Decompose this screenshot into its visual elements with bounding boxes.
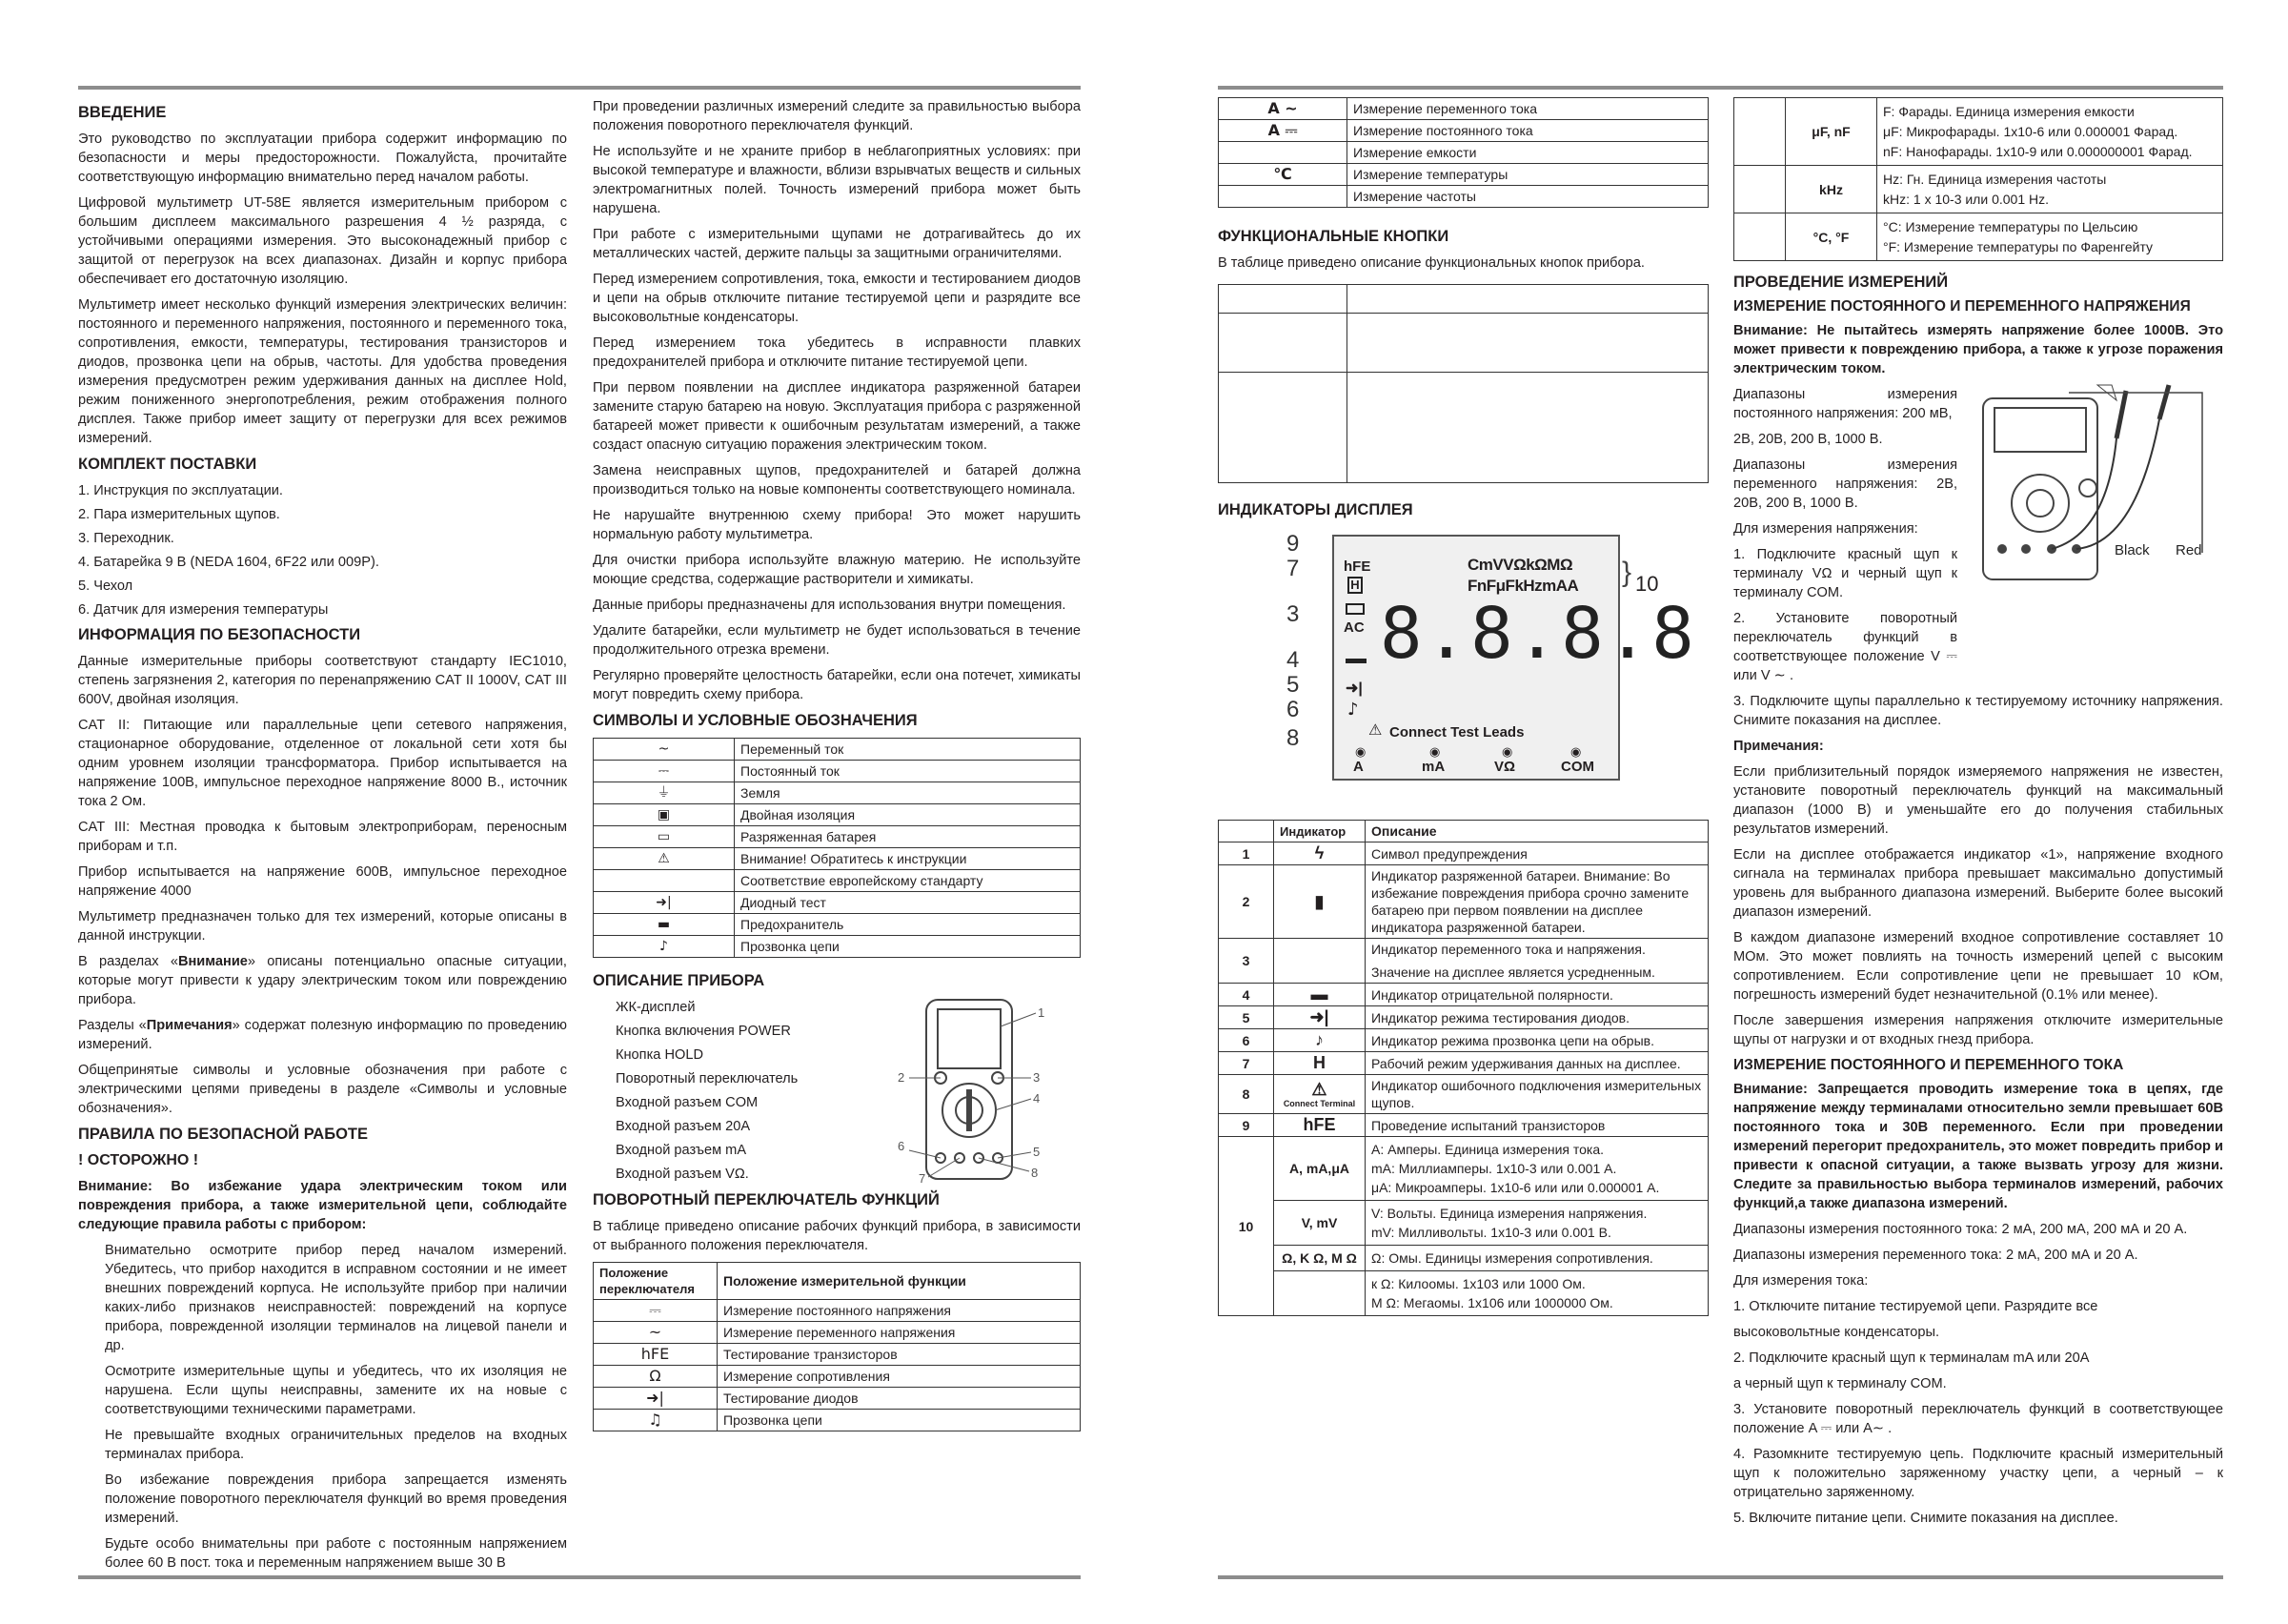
func-buttons-table	[1218, 284, 1709, 483]
indicator-desc-text: Рабочий режим удерживания данных на дисплее.	[1371, 1055, 1681, 1071]
indicator-icon	[1274, 1052, 1366, 1075]
table-row	[594, 914, 1081, 936]
lcd-jack: COM	[1561, 759, 1594, 775]
switch-symbol	[1219, 186, 1347, 208]
current-warning: Внимание: Запрещается проводить измерение тока в цепях, где напряжение между терминалами относительно земли превышает 60В постоянного тока и 30В переменного. Если при проведении измерений перегорит предохранитель, это может повредить прибор и привести к опасной ситуации, а также вызвать угрозу для жизни. Следите за правильностью выбора терминалов измерений, рабочих функций,а также диапазона измерений.	[1733, 1082, 2223, 1211]
symbol-desc: Соответствие европейскому стандарту	[735, 870, 1081, 892]
switch-symbol: A ⎓	[1219, 120, 1347, 142]
switch-desc: Измерение сопротивления	[718, 1366, 1081, 1388]
rule-item: Данные приборы предназначены для использования внутри помещения.	[593, 598, 1066, 613]
probe-red-label: Red	[2176, 542, 2202, 558]
device-part: Кнопка HOLD	[616, 1047, 704, 1063]
indicator-desc-text: Символ предупреждения	[1371, 845, 1528, 862]
symbol-desc: Прозвонка цепи	[735, 936, 1081, 958]
symbol-desc: Внимание! Обратитесь к инструкции	[735, 848, 1081, 870]
unit-desc-text: μA: Микроамперы. 1x10-6 или или 0.000001 А.	[1371, 1180, 1660, 1195]
indicator-icon	[1274, 1114, 1366, 1137]
current-text: высоковольтные конденсаторы.	[1733, 1325, 1940, 1340]
kit-item: 3. Переходник.	[78, 531, 174, 546]
unit-desc-text: А: Амперы. Единица измерения тока.	[1371, 1142, 1605, 1157]
table-row	[1219, 1271, 1709, 1316]
func-intro: В таблице приведено описание функциональных кнопок прибора.	[1218, 255, 1645, 271]
current-text: 4. Разомкните тестируемую цепь. Подключите красный измерительный щуп к положительно заряженному участку цепи, а черный – к отрицательно заряженному.	[1733, 1447, 2223, 1500]
table-row	[1219, 842, 1709, 865]
indicator-icon	[1274, 1029, 1366, 1052]
switch-desc: Тестирование транзисторов	[718, 1344, 1081, 1366]
device-callout: 3	[1033, 1070, 1041, 1085]
voltage-warning: Внимание: Не пытайтесь измерять напряжение более 1000В. Это может привести к повреждению прибора, а также к угрозе поражения электрическим током.	[1733, 323, 2223, 376]
symbol-cell: ▭	[594, 826, 735, 848]
voltage-subtitle: ИЗМЕРЕНИЕ ПОСТОЯННОГО И ПЕРЕМЕННОГО НАПРЯЖЕНИЯ	[1733, 298, 2191, 315]
unit-desc	[1366, 1137, 1709, 1201]
unit-name: kHz	[1786, 166, 1877, 213]
indicator-icon	[1274, 842, 1366, 865]
voltage-note: Если приблизительный порядок измеряемого напряжения не известен, установите поворотный переключатель функций на максимальный диапазон (1000 В) и уменьшайте его до получения стабильных результатов измерений.	[1733, 764, 2223, 837]
lcd-jack: A	[1353, 759, 1364, 775]
indicator-desc	[1366, 1075, 1709, 1114]
switch-symbol: A ~	[1219, 98, 1347, 120]
notes-label: Примечания:	[1733, 739, 1824, 754]
safety-paragraph: Мультиметр предназначен только для тех измерений, которые описаны в данной инструкции.	[78, 909, 567, 944]
intro-paragraph: Это руководство по эксплуатации прибора содержит информацию по безопасности и меры предосторожности. Пожалуйста, прочитайте соответствующую информацию внимательно перед началом работы.	[78, 132, 567, 185]
column-4	[1733, 97, 2223, 1534]
indicator-desc	[1366, 984, 1709, 1006]
indicator-number: 2	[1219, 865, 1274, 939]
lcd-beep-icon: ♪	[1347, 700, 1359, 720]
indicator-number: 9	[1219, 1114, 1274, 1137]
table-row	[1219, 1029, 1709, 1052]
lcd-hfe: hFE	[1344, 558, 1371, 575]
table-row	[1219, 1137, 1709, 1201]
voltage-note: Если на дисплее отображается индикатор «1», напряжение входного сигнала на терминалах прибора превышает максимально допустимый уровень для выбранного диапазона измерений. Выберите более высокий диапазон измерений.	[1733, 847, 2223, 920]
indicator-desc-text: Индикатор переменного тока и напряжения.	[1371, 942, 1646, 957]
table-row	[1219, 186, 1709, 208]
unit-desc	[1366, 1201, 1709, 1246]
lcd-digits: 8.8.8.8	[1380, 593, 1697, 675]
switch-desc: Измерение емкости	[1347, 142, 1709, 164]
indicator-icon	[1274, 1006, 1366, 1029]
safety-paragraph-notes: Разделы «Примечания» содержат полезную информацию по проведению измерений.	[78, 1018, 567, 1052]
switch-symbol: ➜|	[594, 1388, 718, 1410]
voltage-text: 1. Подключите красный щуп к терминалу VΩ и черный щуп к терминалу COM.	[1733, 547, 1957, 600]
kit-item: 2. Пара измерительных щупов.	[78, 507, 280, 522]
rule-item: Перед измерением сопротивления, тока, емкости и тестированием диодов и цепи на обрыв отключите питание тестируемой цепи и разрядите все высоковольтные конденсаторы.	[593, 272, 1081, 325]
unit-desc-text: Ω: Омы. Единицы измерения сопротивления.	[1371, 1250, 1653, 1266]
table-row	[594, 826, 1081, 848]
switch-table	[593, 1262, 1081, 1431]
unit-desc	[1877, 98, 2223, 166]
unit-desc-text: μF: Микрофарады. 1x10-6 или 0.000001 Фарад.	[1883, 124, 2178, 139]
indicator-desc	[1366, 1029, 1709, 1052]
top-rule-right	[1218, 86, 2223, 90]
table-row	[1219, 939, 1709, 984]
current-text: а черный щуп к терминалу COM.	[1733, 1376, 1947, 1391]
current-text: Диапазоны измерения постоянного тока: 2 мА, 200 мА, 200 мА и 20 А.	[1733, 1222, 2188, 1237]
rule-item: Для очистки прибора используйте влажную материю. Не используйте моющие средства, содержащие растворители и химикаты.	[593, 553, 1081, 587]
switch-symbol: ♫	[594, 1410, 718, 1431]
switch-symbol	[1219, 142, 1347, 164]
current-text: Для измерения тока:	[1733, 1273, 1869, 1289]
voltage-text: Для измерения напряжения:	[1733, 521, 1918, 537]
unit-desc-text: mV: Милливольты. 1x10-3 или 0.001 В.	[1371, 1225, 1611, 1240]
device-part: Входной разъем COM	[616, 1095, 759, 1110]
caution-label: ! ОСТОРОЖНО !	[78, 1152, 199, 1168]
lcd-warning-icon: ⚠	[1368, 722, 1383, 739]
voltage-connection-drawing	[1974, 381, 2223, 597]
device-part: Входной разъем 20A	[616, 1119, 751, 1134]
indicator-number: 4	[1219, 984, 1274, 1006]
indicators-head: Описание	[1366, 821, 1709, 842]
indicator-glyph: ♪	[1315, 1030, 1324, 1049]
units-table-continued	[1733, 97, 2223, 261]
safety-paragraph: Общепринятые символы и условные обозначения при работе с электрическими цепями приведены в разделе «Символы и условные обозначения».	[78, 1063, 567, 1116]
device-callout: 4	[1033, 1091, 1041, 1106]
indicator-desc-text: Значение на дисплее является усредненным.	[1371, 964, 1655, 980]
current-text: 5. Включите питание цепи. Снимите показания на дисплее.	[1733, 1511, 2118, 1526]
table-row	[1219, 1114, 1709, 1137]
device-callout: 6	[898, 1139, 905, 1153]
current-subtitle: ИЗМЕРЕНИЕ ПОСТОЯННОГО И ПЕРЕМЕННОГО ТОКА	[1733, 1057, 2124, 1073]
table-row	[594, 1388, 1081, 1410]
indicator-desc	[1366, 842, 1709, 865]
indicators-table	[1218, 820, 1709, 1316]
indicator-icon	[1274, 865, 1366, 939]
table-row	[1219, 1201, 1709, 1246]
safety-paragraph: CAT III: Местная проводка к бытовым электроприборам, переносным приборам и т.п.	[78, 820, 567, 854]
unit-desc-text: F: Фарады. Единица измерения емкости	[1883, 104, 2135, 119]
switch-symbol: ℃	[1219, 164, 1347, 186]
unit-desc-text: nF: Нанофарады. 1x10-9 или 0.000000001 Фарад.	[1883, 144, 2193, 159]
table-row	[594, 892, 1081, 914]
lcd-top-units: CmVVΩkΩMΩ	[1468, 556, 1573, 574]
safety-paragraph: Прибор испытывается на напряжение 600В, импульсное переходное напряжение 4000	[78, 864, 567, 899]
switch-desc: Измерение постоянного напряжения	[718, 1300, 1081, 1322]
indicator-icon	[1274, 1075, 1366, 1114]
table-row	[594, 1322, 1081, 1344]
device-title: ОПИСАНИЕ ПРИБОРА	[593, 972, 765, 989]
indicator-desc	[1366, 1006, 1709, 1029]
lcd-ac: AC	[1344, 619, 1365, 636]
switch-symbol: Ω	[594, 1366, 718, 1388]
indicator-number: 6	[1219, 1029, 1274, 1052]
lcd-connect-leads: Connect Test Leads	[1389, 724, 1525, 741]
empty-cell	[1734, 166, 1786, 213]
unit-desc-text: Hz: Гн. Единица измерения частоты	[1883, 172, 2107, 187]
probe-black-label: Black	[2115, 542, 2150, 558]
safety-paragraph: CAT II: Питающие или параллельные цепи сетевого напряжения, стационарное оборудование, отделенное от локальной сети хотя бы одним уровнем изоляции трансформатора. Прибор испытывается на напряжение 100В, импульсное переходное напряжение 8000 В., источник тока 2 Ом.	[78, 718, 567, 809]
voltage-text: Диапазоны измерения постоянного напряжения: 200 мВ,	[1733, 387, 1957, 421]
device-callout: 5	[1033, 1145, 1041, 1159]
rule-item: При проведении различных измерений следите за правильностью выбора положения поворотного переключателя функций.	[593, 99, 1081, 133]
switch-desc: Прозвонка цепи	[718, 1410, 1081, 1431]
column-2	[593, 97, 1081, 1431]
indicator-glyph: ϟ	[1314, 843, 1325, 863]
table-row	[1219, 142, 1709, 164]
device-callout: 1	[1038, 1005, 1045, 1020]
rule-item: Регулярно проверяйте целостность батарейки, если она потечет, химикаты могут повредить схему прибора.	[593, 668, 1081, 702]
kit-item: 1. Инструкция по эксплуатации.	[78, 483, 283, 498]
kit-title: КОМПЛЕКТ ПОСТАВКИ	[78, 456, 257, 473]
indicator-number: 3	[1219, 939, 1274, 984]
indicator-desc	[1366, 1052, 1709, 1075]
table-row	[1219, 120, 1709, 142]
lcd-callout-10: 10	[1635, 572, 1659, 596]
switch-desc: Измерение переменного напряжения	[718, 1322, 1081, 1344]
switch-desc: Измерение температуры	[1347, 164, 1709, 186]
device-part: Кнопка включения POWER	[616, 1024, 791, 1039]
symbol-cell: ▣	[594, 804, 735, 826]
table-row	[1219, 98, 1709, 120]
current-text: Диапазоны измерения переменного тока: 2 мА, 200 мА и 20 А.	[1733, 1248, 2138, 1263]
indicator-desc-text: Индикатор режима прозвонка цепи на обрыв.	[1371, 1032, 1654, 1048]
multimeter-drawing	[888, 998, 1079, 1185]
symbol-cell: ~	[594, 739, 735, 761]
switch-head-position: Положение переключателя	[594, 1263, 718, 1300]
rules-warning: Внимание: Во избежание удара электрическим током или повреждения прибора, а также измерительной цепи, соблюдайте следующие правила работы с прибором:	[78, 1179, 567, 1232]
table-row	[1219, 984, 1709, 1006]
symbol-desc: Диодный тест	[735, 892, 1081, 914]
unit-desc	[1366, 1271, 1709, 1316]
safety-info-title: ИНФОРМАЦИЯ ПО БЕЗОПАСНОСТИ	[78, 626, 361, 643]
table-row	[1219, 1246, 1709, 1271]
table-row	[594, 761, 1081, 782]
indicator-number: 1	[1219, 842, 1274, 865]
rule-item: Замена неисправных щупов, предохранителей и батарей должна производиться только на новые компоненты соответствующего номинала.	[593, 463, 1081, 497]
indicator-icon	[1274, 939, 1366, 984]
unit-name: V, mV	[1274, 1201, 1366, 1246]
switch-title: ПОВОРОТНЫЙ ПЕРЕКЛЮЧАТЕЛЬ ФУНКЦИЙ	[593, 1191, 940, 1208]
indicator-number: 8	[1219, 1075, 1274, 1114]
unit-name: A, mA,μA	[1274, 1137, 1366, 1201]
intro-title: ВВЕДЕНИЕ	[78, 104, 167, 121]
switch-desc: Измерение частоты	[1347, 186, 1709, 208]
switch-symbol: hFE	[594, 1344, 718, 1366]
intro-paragraph: Цифровой мультиметр UT-58E является измерительным прибором с большим дисплеем максимального разрешения 4 ½ разряда, с устойчивыми операциями измерения. Это высоконадежный прибор с защитой от перегрузок на всех диапазонах. Дизайн и корпус прибора обеспечивает его достаточную изоляцию.	[78, 195, 567, 287]
table-row	[1734, 98, 2223, 166]
switch-intro: В таблице приведено описание рабочих функций прибора, в зависимости от выбранного положения переключателя.	[593, 1219, 1081, 1253]
voltage-note: После завершения измерения напряжения отключите измерительные щупы от нагрузки и от входных гнезд прибора.	[1733, 1013, 2223, 1047]
table-row	[594, 1344, 1081, 1366]
symbol-cell	[594, 870, 735, 892]
switch-head-function: Положение измерительной функции	[718, 1263, 1081, 1300]
switch-desc: Измерение постоянного тока	[1347, 120, 1709, 142]
voltage-block	[1733, 385, 2223, 685]
rule-item: Не превышайте входных ограничительных пределов на входных терминалах прибора.	[105, 1428, 567, 1462]
column-1	[78, 97, 567, 1579]
symbol-desc: Переменный ток	[735, 739, 1081, 761]
indicator-glyph: H	[1313, 1053, 1326, 1072]
voltage-text: 3. Подключите щупы параллельно к тестируемому источнику напряжения. Снимите показания на дисплее.	[1733, 694, 2223, 728]
indicator-glyph: hFE	[1303, 1115, 1336, 1134]
column-3	[1218, 97, 1709, 1316]
indicator-desc-text: Индикатор ошибочного подключения измерительных щупов.	[1371, 1078, 1702, 1110]
kit-item: 6. Датчик для измерения температуры	[78, 602, 329, 618]
voltage-text: 2В, 20В, 200 В, 1000 В.	[1733, 432, 1883, 447]
unit-desc-text: kHz: 1 x 10-3 или 0.001 Hz.	[1883, 192, 2049, 207]
indicator-desc	[1366, 939, 1709, 984]
table-row	[594, 848, 1081, 870]
switch-table-continued	[1218, 97, 1709, 208]
table-row	[594, 870, 1081, 892]
indicator-desc	[1366, 1114, 1709, 1137]
unit-name: Ω, K Ω, M Ω	[1274, 1246, 1366, 1271]
kit-item: 5. Чехол	[78, 579, 133, 594]
intro-paragraph: Мультиметр имеет несколько функций измерения электрических величин: постоянного и переменного напряжения, постоянного и переменного тока, сопротивления, емкости, температуры, тестирования транзисторов и диодов, прозвонка цепи на обрыв, частоты. Для удобства проведения измерения предусмотрен режим удерживания данных на дисплее Hold, режим пониженного энергопотребления, режим отображения полного дисплея. Также прибор имеет защиту от перегрузки для всех режимов измерений.	[78, 297, 567, 446]
switch-symbol: ⎓	[594, 1300, 718, 1322]
current-text: 3. Установите поворотный переключатель функций в соответствующее положение A ⎓ или A∼ .	[1733, 1402, 2223, 1436]
device-part: Входной разъем VΩ.	[616, 1167, 749, 1182]
symbol-desc: Разряженная батарея	[735, 826, 1081, 848]
func-title: ФУНКЦИОНАЛЬНЫЕ КНОПКИ	[1218, 228, 1449, 245]
empty-cell	[1734, 98, 1786, 166]
table-row	[594, 1300, 1081, 1322]
rules-title: ПРАВИЛА ПО БЕЗОПАСНОЙ РАБОТЕ	[78, 1126, 369, 1143]
unit-desc-text: к Ω: Килоомы. 1x103 или 1000 Ом.	[1371, 1276, 1586, 1291]
current-text: 2. Подключите красный щуп к терминалам mA или 20A	[1733, 1350, 2090, 1366]
safety-paragraph: Данные измерительные приборы соответствуют стандарту IEC1010, степень загрязнения 2, категория по перенапряжению CAT II 1000V, CAT III 600V, двойная изоляция.	[78, 654, 567, 707]
symbol-cell: ⏚	[594, 782, 735, 804]
indicator-glyph: ▬	[1310, 985, 1328, 1004]
current-text: 1. Отключите питание тестируемой цепи. Разрядите все	[1733, 1299, 2098, 1314]
device-part: ЖК-дисплей	[616, 1000, 696, 1015]
device-part: Поворотный переключатель	[616, 1071, 799, 1086]
symbol-desc: Земля	[735, 782, 1081, 804]
indicator-glyph: ➜|	[1309, 1007, 1329, 1026]
display-title: ИНДИКАТОРЫ ДИСПЛЕЯ	[1218, 501, 1413, 518]
symbol-desc: Двойная изоляция	[735, 804, 1081, 826]
symbol-cell: ➜|	[594, 892, 735, 914]
symbol-cell: ♪	[594, 936, 735, 958]
lcd-battery-icon	[1346, 603, 1365, 615]
table-row	[1219, 1052, 1709, 1075]
rule-item: Перед измерением тока убедитесь в исправности плавких предохранителей прибора и отключите питание тестируемой цепи.	[593, 335, 1081, 370]
safety-paragraph-warning: В разделах «Внимание» описаны потенциально опасные ситуации, которые могут привести к удару электрическим током или повреждению прибора.	[78, 954, 567, 1007]
rule-item: При работе с измерительными щупами не дотрагивайтесь до их металлических частей, держите пальцы за защитными ограничителями.	[593, 227, 1081, 261]
unit-name	[1274, 1271, 1366, 1316]
table-row	[594, 739, 1081, 761]
indicators-head: Индикатор	[1274, 821, 1366, 842]
indicator-number: 10	[1219, 1137, 1274, 1316]
lcd-top-units-2: FnFμFkHzmAA	[1468, 577, 1579, 595]
rule-item: Удалите батарейки, если мультиметр не будет использоваться в течение продолжительного отрезка времени.	[593, 623, 1081, 658]
bottom-rule-right	[1218, 1575, 2223, 1579]
rule-item: Не используйте и не храните прибор в неблагоприятных условиях: при высокой температуре и влажности, вблизи взрывчатых веществ и сильных электромагнитных полей. Точность измерений прибора может быть нарушена.	[593, 144, 1081, 216]
indicator-desc-text: Проведение испытаний транзисторов	[1371, 1117, 1606, 1133]
table-row	[1219, 1075, 1709, 1114]
device-callout: 7	[919, 1171, 926, 1185]
table-row	[1219, 865, 1709, 939]
rule-item: Внимательно осмотрите прибор перед началом измерений. Убедитесь, что прибор находится в исправном состоянии и не имеет внешних повреждений корпуса. Не используйте прибор при наличии каких-либо признаков неисправностей: повреждений на корпусе прибора, поврежденной изоляции терминалов на лицевой панели и др.	[105, 1243, 567, 1353]
symbol-cell: ⎓	[594, 761, 735, 782]
unit-desc-text: °F: Измерение температуры по Фаренгейту	[1883, 239, 2154, 254]
unit-name: °C, °F	[1786, 213, 1877, 261]
device-part: Входной разъем mA	[616, 1143, 747, 1158]
symbol-desc: Постоянный ток	[735, 761, 1081, 782]
device-callout: 2	[898, 1070, 905, 1085]
symbol-cell: ⚠	[594, 848, 735, 870]
symbol-cell: ▬	[594, 914, 735, 936]
rule-item: При первом появлении на дисплее индикатора разряженной батареи замените старую батарею на новую. Эксплуатация прибора с разряженной батареей может привести к ошибочным результатам измерений, а также создаст опасную ситуацию поражения электрическим током.	[593, 380, 1081, 453]
table-row	[594, 1366, 1081, 1388]
lcd-screen: hFE H AC ➜| ♪ CmVVΩkΩMΩ FnFμFkHzmAA 8.8.8.8 Connect Test Leads ⚠ A mA VΩ COM ◉ ◉ ◉ ◉	[1332, 535, 1620, 781]
table-row	[1219, 1006, 1709, 1029]
voltage-text: Диапазоны измерения переменного напряжения: 2В, 20В, 200 В, 1000 В.	[1733, 457, 1957, 511]
table-row	[1734, 213, 2223, 261]
indicator-glyph: ▮	[1314, 891, 1325, 911]
switch-desc: Измерение переменного тока	[1347, 98, 1709, 120]
indicator-desc	[1366, 865, 1709, 939]
unit-desc	[1366, 1246, 1709, 1271]
unit-desc	[1877, 213, 2223, 261]
lcd-hold-icon: H	[1347, 577, 1363, 594]
switch-desc: Тестирование диодов	[718, 1388, 1081, 1410]
table-row	[594, 804, 1081, 826]
lcd-diagram: 9 7 3 4 5 6 8 hFE H AC ➜| ♪ CmVVΩkΩMΩ FnFμFkHzmAA 8.8.8.8 Connect Test Leads ⚠ A mA VΩ COM ◉ ◉ ◉ ◉ 10 }	[1218, 529, 1709, 820]
indicator-desc-text: Индикатор отрицательной полярности.	[1371, 986, 1613, 1003]
device-callout: 8	[1031, 1166, 1039, 1180]
indicator-glyph-text: Connect Terminal	[1283, 1098, 1356, 1108]
unit-desc-text: mA: Миллиамперы. 1x10-3 или 0.001 А.	[1371, 1161, 1617, 1176]
empty-cell	[1734, 213, 1786, 261]
table-row	[594, 1410, 1081, 1431]
unit-desc-text: М Ω: Мегаомы. 1x106 или 1000000 Ом.	[1371, 1295, 1613, 1310]
rule-item: Осмотрите измерительные щупы и убедитесь, что их изоляция не нарушена. Если щупы неисправны, замените их на новые с соответствующими техническими параметрами.	[105, 1364, 567, 1417]
indicator-number: 5	[1219, 1006, 1274, 1029]
lcd-minus	[1346, 659, 1367, 663]
voltage-note: В каждом диапазоне измерений входное сопротивление составляет 10 МОм. Это может повлиять на точность измерений цепей с высоким сопротивлением. Если сопротивление цепи не превышает 10 кОм, погрешность измерений будет незначительной (0.1% или менее).	[1733, 930, 2223, 1003]
lcd-diode-icon: ➜|	[1346, 680, 1363, 697]
switch-symbol: ~	[594, 1322, 718, 1344]
indicator-number: 7	[1219, 1052, 1274, 1075]
measure-title: ПРОВЕДЕНИЕ ИЗМЕРЕНИЙ	[1733, 274, 1949, 291]
unit-desc	[1877, 166, 2223, 213]
rule-item: Во избежание повреждения прибора запрещается изменять положение поворотного переключателя функций во время проведения измерений.	[105, 1472, 567, 1526]
table-row	[1734, 166, 2223, 213]
unit-name: μF, nF	[1786, 98, 1877, 166]
indicator-icon	[1274, 984, 1366, 1006]
indicator-desc-text: Индикатор режима тестирования диодов.	[1371, 1009, 1630, 1025]
table-row	[1219, 164, 1709, 186]
top-rule-left	[78, 86, 1081, 90]
symbols-title: СИМВОЛЫ И УСЛОВНЫЕ ОБОЗНАЧЕНИЯ	[593, 712, 918, 729]
symbols-table	[593, 738, 1081, 958]
symbol-desc: Предохранитель	[735, 914, 1081, 936]
lcd-jack: mA	[1422, 759, 1446, 775]
unit-desc-text: V: Вольты. Единица измерения напряжения.	[1371, 1206, 1648, 1221]
voltage-text: 2. Установите поворотный переключатель функций в соответствующее положение V ⎓ или V ∼ .	[1733, 611, 1957, 683]
kit-item: 4. Батарейка 9 В (NEDA 1604, 6F22 или 009P).	[78, 555, 379, 570]
rule-item: Будьте особо внимательны при работе с постоянным напряжением более 60 В пост. тока и переменным напряжением выше 30 В	[105, 1536, 567, 1571]
indicator-desc-text: Индикатор разряженной батареи. Внимание: Во избежание повреждения прибора срочно замените батарею при первом появлении на дисплее индикатора разряженной батареи.	[1371, 868, 1690, 935]
lcd-jack: VΩ	[1494, 759, 1516, 775]
device-description	[593, 998, 1081, 1185]
table-row	[594, 936, 1081, 958]
indicator-glyph: ⚠	[1311, 1079, 1327, 1099]
rule-item: Не нарушайте внутреннюю схему прибора! Это может нарушить нормальную работу мультиметра.	[593, 508, 1081, 542]
table-row	[594, 782, 1081, 804]
unit-desc-text: °C: Измерение температуры по Цельсию	[1883, 219, 2138, 234]
